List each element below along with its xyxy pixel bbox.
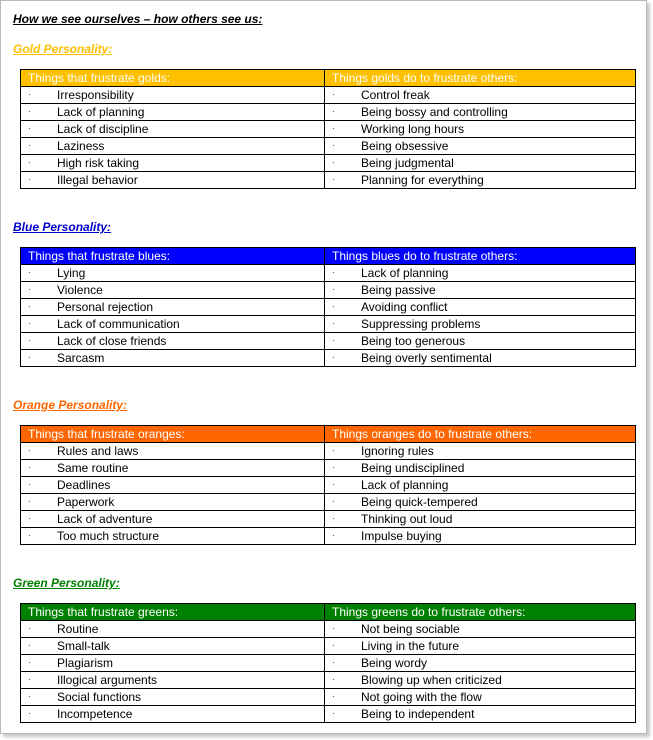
table-cell [325,316,636,333]
cell-text: Plagiarism [57,656,114,670]
cell-text: Lack of planning [361,266,449,280]
bullet-icon: · [332,531,335,540]
bullet-icon: · [28,336,31,345]
table-cell [21,689,325,706]
bullet-icon: · [28,302,31,311]
cell-text: Irresponsibility [57,88,134,102]
header-frustrate-green: Things that frustrate greens: [21,604,325,621]
bullet-icon: · [28,463,31,472]
table-cell [21,265,325,282]
bullet-icon: · [28,514,31,523]
cell-text: Social functions [57,690,142,704]
cell-text: Paperwork [57,495,115,509]
table-row [21,333,636,350]
cell-text: Lack of planning [57,105,145,119]
gold-personality-title: Gold Personality: [13,42,113,56]
cell-text: Lying [57,266,86,280]
bullet-icon: · [28,675,31,684]
bullet-icon: · [332,158,335,167]
bullet-icon: · [28,497,31,506]
table-cell [21,87,325,104]
table-cell [325,104,636,121]
table-cell [21,443,325,460]
table-cell [325,706,636,723]
bullet-icon: · [332,336,335,345]
blue-personality-table [20,247,636,367]
bullet-icon: · [332,319,335,328]
table-row [21,689,636,706]
cell-text: Laziness [57,139,105,153]
header-frustrate-gold: Things that frustrate golds: [21,70,325,87]
table-cell [325,528,636,545]
table-cell [325,443,636,460]
orange-personality-title: Orange Personality: [13,398,128,412]
cell-text: Routine [57,622,99,636]
table-header-row [21,248,636,265]
table-cell [21,494,325,511]
table-row [21,443,636,460]
table-cell [325,299,636,316]
table-cell [21,138,325,155]
table-row [21,265,636,282]
cell-text: Violence [57,283,103,297]
cell-text: Personal rejection [57,300,154,314]
bullet-icon: · [332,446,335,455]
table-cell [325,689,636,706]
table-cell [21,621,325,638]
table-cell [21,672,325,689]
table-row [21,104,636,121]
table-cell [325,138,636,155]
table-row [21,350,636,367]
cell-text: Lack of communication [57,317,180,331]
bullet-icon: · [28,480,31,489]
bullet-icon: · [332,353,335,362]
bullet-icon: · [28,353,31,362]
table-row [21,638,636,655]
table-row [21,655,636,672]
table-cell [21,638,325,655]
table-row [21,155,636,172]
cell-text: Blowing up when criticized [361,673,502,687]
cell-text: Small-talk [57,639,110,653]
cell-text: Being judgmental [361,156,454,170]
table-row [21,511,636,528]
table-cell [21,104,325,121]
bullet-icon: · [332,302,335,311]
header-frustrate-orange: Things that frustrate oranges: [21,426,325,443]
document-title: How we see ourselves – how others see us: [13,12,263,26]
table-cell [325,155,636,172]
bullet-icon: · [332,107,335,116]
cell-text: Rules and laws [57,444,139,458]
table-cell [21,333,325,350]
cell-text: Being obsessive [361,139,449,153]
table-cell [325,265,636,282]
bullet-icon: · [332,480,335,489]
cell-text: Lack of adventure [57,512,153,526]
bullet-icon: · [28,124,31,133]
bullet-icon: · [28,692,31,701]
bullet-icon: · [28,624,31,633]
table-cell [21,299,325,316]
cell-text: High risk taking [57,156,140,170]
green-personality-title: Green Personality: [13,576,120,590]
table-header-row [21,70,636,87]
bullet-icon: · [332,141,335,150]
cell-text: Illegal behavior [57,173,138,187]
table-row [21,621,636,638]
bullet-icon: · [332,90,335,99]
cell-text: Being wordy [361,656,428,670]
cell-text: Not going with the flow [361,690,482,704]
table-cell [21,316,325,333]
table-row [21,460,636,477]
blue-personality-title: Blue Personality: [13,220,112,234]
bullet-icon: · [28,268,31,277]
cell-text: Avoiding conflict [361,300,448,314]
table-header-row [21,604,636,621]
bullet-icon: · [332,692,335,701]
table-cell [325,460,636,477]
table-row [21,138,636,155]
bullet-icon: · [28,446,31,455]
bullet-icon: · [28,641,31,650]
header-green-frustrate-others: Things greens do to frustrate others: [325,604,636,621]
bullet-icon: · [28,141,31,150]
table-cell [325,333,636,350]
bullet-icon: · [28,709,31,718]
cell-text: Not being sociable [361,622,460,636]
table-cell [325,672,636,689]
bullet-icon: · [332,641,335,650]
bullet-icon: · [28,531,31,540]
cell-text: Thinking out loud [361,512,453,526]
cell-text: Illogical arguments [57,673,158,687]
table-row [21,706,636,723]
bullet-icon: · [332,658,335,667]
cell-text: Lack of discipline [57,122,149,136]
header-frustrate-blue: Things that frustrate blues: [21,248,325,265]
bullet-icon: · [332,675,335,684]
header-blue-frustrate-others: Things blues do to frustrate others: [325,248,636,265]
cell-text: Deadlines [57,478,111,492]
table-cell [21,528,325,545]
table-row [21,299,636,316]
table-header-row [21,426,636,443]
bullet-icon: · [28,319,31,328]
table-row [21,494,636,511]
bullet-icon: · [332,624,335,633]
table-row [21,87,636,104]
gold-personality-table [20,69,636,189]
bullet-icon: · [332,514,335,523]
cell-text: Being bossy and controlling [361,105,508,119]
bullet-icon: · [332,124,335,133]
table-cell [325,638,636,655]
bullet-icon: · [28,285,31,294]
cell-text: Living in the future [361,639,460,653]
cell-text: Lack of planning [361,478,449,492]
table-row [21,672,636,689]
table-cell [325,655,636,672]
bullet-icon: · [332,285,335,294]
green-personality-table [20,603,636,723]
table-row [21,477,636,494]
table-row [21,172,636,189]
cell-text: Being too generous [361,334,466,348]
cell-text: Control freak [361,88,430,102]
cell-text: Being to independent [361,707,475,721]
orange-personality-table [20,425,636,545]
table-cell [21,511,325,528]
bullet-icon: · [332,709,335,718]
cell-text: Being undisciplined [361,461,465,475]
table-row [21,316,636,333]
table-row [21,282,636,299]
table-cell [325,172,636,189]
cell-text: Sarcasm [57,351,105,365]
bullet-icon: · [28,658,31,667]
bullet-icon: · [332,497,335,506]
cell-text: Working long hours [361,122,465,136]
bullet-icon: · [28,158,31,167]
cell-text: Too much structure [57,529,160,543]
bullet-icon: · [332,463,335,472]
table-cell [21,155,325,172]
bullet-icon: · [28,175,31,184]
cell-text: Impulse buying [361,529,442,543]
table-cell [21,477,325,494]
table-cell [21,655,325,672]
table-cell [325,350,636,367]
table-cell [21,282,325,299]
table-cell [21,706,325,723]
table-row [21,528,636,545]
bullet-icon: · [332,175,335,184]
cell-text: Being quick-tempered [361,495,478,509]
table-cell [21,121,325,138]
table-cell [325,121,636,138]
table-cell [325,621,636,638]
cell-text: Suppressing problems [361,317,481,331]
cell-text: Same routine [57,461,129,475]
table-cell [325,282,636,299]
cell-text: Lack of close friends [57,334,167,348]
table-cell [325,511,636,528]
cell-text: Being passive [361,283,436,297]
header-gold-frustrate-others: Things golds do to frustrate others: [325,70,636,87]
bullet-icon: · [28,107,31,116]
header-orange-frustrate-others: Things oranges do to frustrate others: [325,426,636,443]
table-cell [325,477,636,494]
table-row [21,121,636,138]
cell-text: Planning for everything [361,173,484,187]
cell-text: Incompetence [57,707,133,721]
table-cell [325,87,636,104]
table-cell [325,494,636,511]
bullet-icon: · [332,268,335,277]
table-cell [21,350,325,367]
cell-text: Being overly sentimental [361,351,492,365]
table-cell [21,172,325,189]
cell-text: Ignoring rules [361,444,434,458]
table-cell [21,460,325,477]
bullet-icon: · [28,90,31,99]
